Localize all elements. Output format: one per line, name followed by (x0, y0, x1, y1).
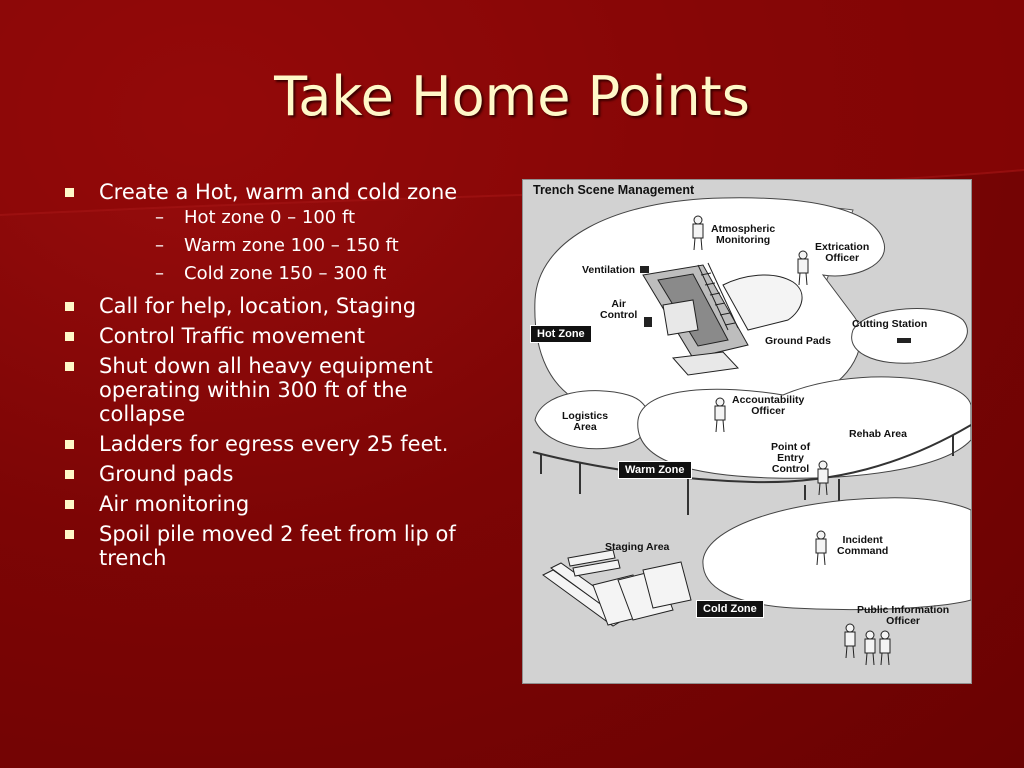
slide-title: Take Home Points (274, 65, 750, 128)
label-atmospheric-monitoring: Atmospheric Monitoring (711, 223, 776, 246)
bullet-text: Create a Hot, warm and cold zone (99, 180, 458, 204)
cutting-station-area (852, 309, 968, 364)
sub-bullet-item: – Warm zone 100 – 150 ft (99, 232, 500, 260)
bullet-item: Air monitoring (60, 492, 500, 516)
trench-scene-diagram (522, 179, 972, 684)
sub-bullet-item: – Hot zone 0 – 100 ft (99, 204, 500, 232)
bullet-item: Ground pads (60, 462, 500, 486)
label-incident-command: Incident Command (837, 534, 889, 557)
bullet-item: Shut down all heavy equipment operating within 300 ft of the collapse (60, 354, 500, 426)
label-ground-pads: Ground Pads (765, 335, 831, 347)
label-cutting-station: Cutting Station (852, 318, 928, 330)
sub-bullet-list (99, 204, 500, 288)
label-accountability-officer: Accountability Officer (732, 394, 805, 417)
label-ventilation: Ventilation (582, 264, 636, 276)
hot-zone-tag: Hot Zone (530, 325, 592, 343)
staging-lumber (543, 550, 691, 626)
label-staging-area: Staging Area (605, 541, 670, 553)
bullet-item: Call for help, location, Staging (60, 294, 500, 318)
sub-bullet-item: – Cold zone 150 – 300 ft (99, 260, 500, 288)
air-control-unit (644, 317, 652, 327)
diagram-title: Trench Scene Management (533, 183, 695, 197)
label-point-of-entry-control: Point of Entry Control (771, 441, 811, 475)
bullet-item: Ladders for egress every 25 feet. (60, 432, 500, 456)
label-extrication-officer: Extrication Officer (815, 241, 870, 264)
bullet-item: Control Traffic movement (60, 324, 500, 348)
bullet-list (60, 180, 500, 576)
bullet-item (60, 180, 500, 288)
saw-icon (897, 338, 911, 343)
ventilation-fan (640, 266, 649, 273)
cold-zone-tag: Cold Zone (696, 600, 764, 618)
label-rehab-area: Rehab Area (849, 428, 907, 440)
label-public-information-officer: Public Information Officer (857, 604, 950, 627)
bullet-item: Spoil pile moved 2 feet from lip of trench (60, 522, 500, 570)
label-logistics-area: Logistics Area (562, 410, 609, 433)
warm-zone-tag: Warm Zone (618, 461, 692, 479)
label-air-control: Air Control (600, 298, 638, 321)
